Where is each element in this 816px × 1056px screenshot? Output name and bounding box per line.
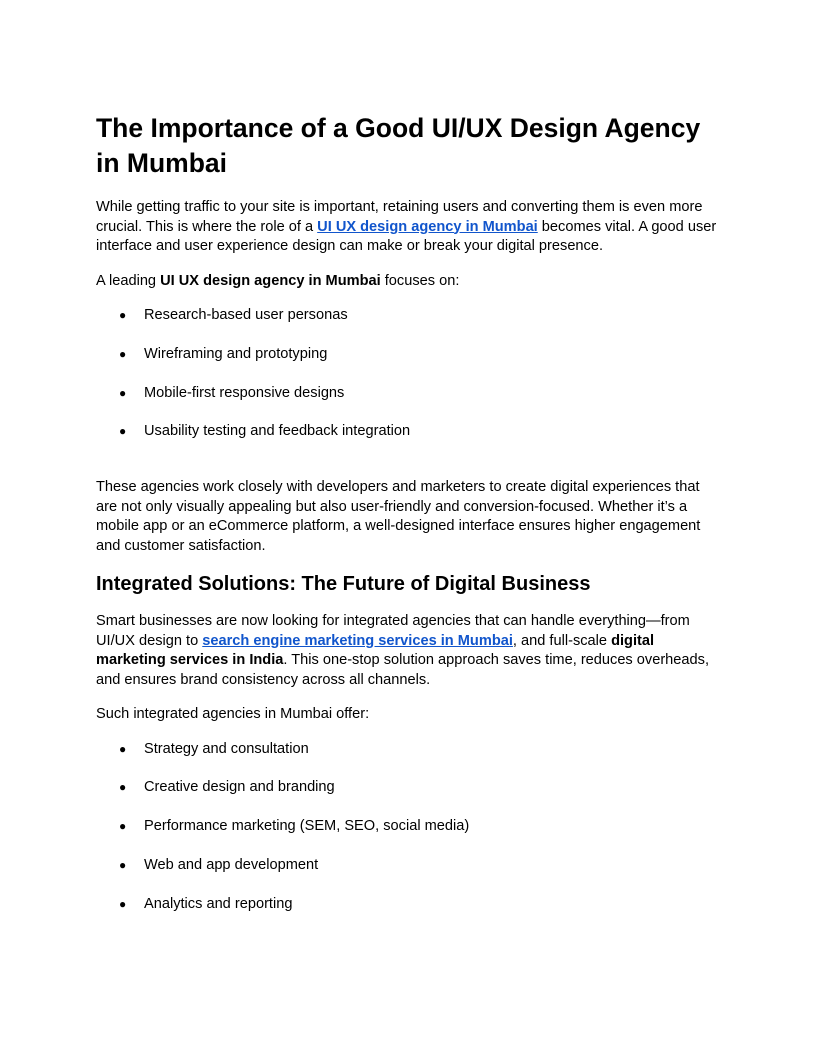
bullet-icon: ● — [119, 780, 127, 795]
bullet-icon: ● — [119, 385, 127, 400]
intro-text-1: While getting traffic to your site is important, retaining users and converting them is even more crucial. This is where the role of a — [96, 199, 703, 235]
list-item-text: Mobile-first responsive designs — [144, 384, 345, 401]
list-item — [96, 856, 720, 876]
focus-lead-bold: UI UX design agency in Mumbai — [160, 272, 381, 289]
list-item-text: Performance marketing (SEM, SEO, social media) — [144, 818, 470, 835]
list-item — [96, 740, 720, 760]
focus-list — [96, 306, 720, 442]
list-item-text: Usability testing and feedback integration — [144, 423, 411, 440]
list-item — [96, 895, 720, 915]
list-item-text: Web and app development — [144, 857, 319, 874]
bullet-icon: ● — [119, 741, 127, 756]
list-item-text: Strategy and consultation — [144, 740, 309, 757]
bullet-icon: ● — [119, 819, 127, 834]
integrated-bold: digital marketing services in India — [96, 632, 655, 669]
integrated-text-2: , and full-scale — [512, 632, 612, 649]
list-item — [96, 345, 720, 365]
offer-list — [96, 740, 720, 915]
list-item — [96, 384, 720, 404]
section-heading: Integrated Solutions: The Future of Digital Business — [96, 573, 591, 596]
spacer — [96, 461, 720, 478]
list-item-text: Wireframing and prototyping — [144, 345, 328, 362]
focus-lead-text-1: A leading — [96, 272, 161, 289]
list-item-text: Research-based user personas — [144, 307, 348, 323]
bullet-icon: ● — [119, 424, 127, 439]
intro-text-2: becomes vital. A good user interface and user experience design can make or break your digital presence. — [96, 218, 717, 254]
list-item — [96, 422, 720, 442]
offer-lead-paragraph: Such integrated agencies in Mumbai offer: — [96, 706, 370, 723]
bullet-icon: ● — [119, 896, 127, 911]
bullet-icon: ● — [119, 346, 127, 361]
bullet-icon: ● — [119, 858, 127, 873]
intro-paragraph — [96, 198, 720, 257]
list-item — [96, 778, 720, 798]
integrated-text-1: Smart businesses are now looking for integrated agencies that can handle everything—from UI/UX design to — [96, 613, 690, 649]
integrated-intro-paragraph — [96, 612, 720, 690]
list-item — [96, 817, 720, 837]
bullet-icon: ● — [119, 308, 127, 322]
sem-services-link[interactable]: search engine marketing services in Mumbai — [202, 632, 513, 649]
ui-ux-agency-link[interactable]: UI UX design agency in Mumbai — [317, 218, 538, 235]
list-item — [96, 306, 720, 326]
integrated-text-3: . This one-stop solution approach saves time, reduces overheads, and ensures brand consistency across all channels. — [96, 652, 709, 688]
focus-lead-paragraph — [96, 272, 720, 292]
list-item-text: Creative design and branding — [144, 779, 335, 796]
focus-lead-text-2: focuses on: — [380, 272, 460, 289]
closing-paragraph: These agencies work closely with developers and marketers to create digital experiences that are not only visually appealing but also user-friendly and conversion-focused. Whether it’s a mobile app or an eCommerce platform, a well-designed interface ensures higher engagement and customer satisfaction. — [96, 479, 701, 554]
page-title: The Importance of a Good UI/UX Design Agency in Mumbai — [96, 113, 701, 178]
list-item-text: Analytics and reporting — [144, 895, 293, 912]
